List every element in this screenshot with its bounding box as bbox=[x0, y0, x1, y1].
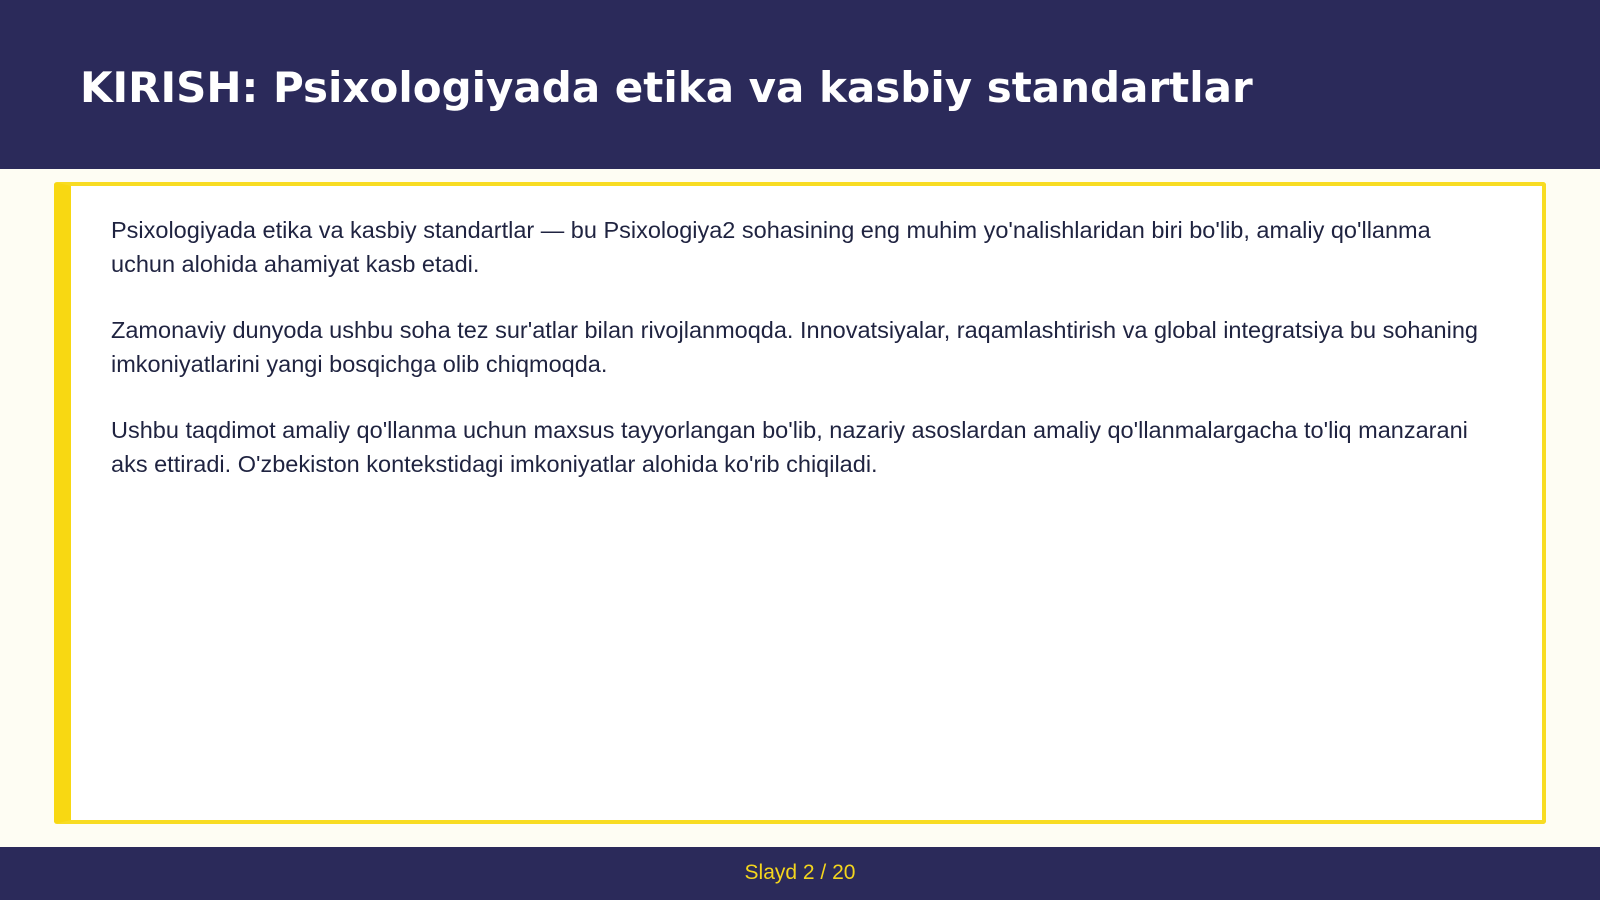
slide-counter: Slayd 2 / 20 bbox=[744, 861, 856, 884]
slide-title: KIRISH: Psixologiyada etika va kasbiy standartlar bbox=[80, 63, 1253, 112]
presentation-purpose-paragraph: Ushbu taqdimot amaliy qo'llanma uchun maxsus tayyorlangan bo'lib, nazariy asoslardan amaliy qo'llanmalargacha to'liq manzarani aks ettiradi. O'zbekiston kontekstidagi imkoniyatlar alohida ko'rib chiqiladi. bbox=[111, 417, 1468, 477]
development-paragraph: Zamonaviy dunyoda ushbu soha tez sur'atlar bilan rivojlanmoqda. Innovatsiyalar, raqamlashtirish va global integratsiya bu sohaning imkoniyatlarini yangi bosqichga olib chiqmoqda. bbox=[111, 317, 1478, 377]
slide-footer bbox=[0, 847, 1600, 900]
intro-paragraph: Psixologiyada etika va kasbiy standartlar — bu Psixologiya2 sohasining eng muhim yo'nalishlaridan biri bo'lib, amaliy qo'llanma uchun alohida ahamiyat kasb etadi. bbox=[111, 217, 1431, 277]
slide-header bbox=[0, 0, 1600, 169]
